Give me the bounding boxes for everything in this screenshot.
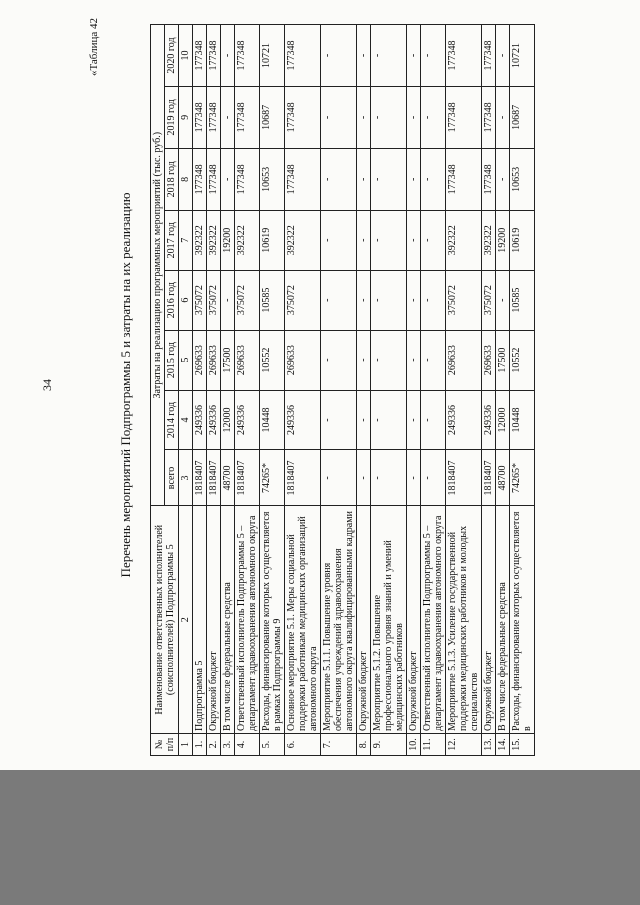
row-name: Ответственный исполнитель Подпрограммы 5 – департамент здравоохранения автономного округа [235,506,260,734]
cost-cell: - [321,330,357,390]
cost-cell: - [221,86,235,148]
cost-cell: - [221,270,235,330]
header-year: 2016 год [165,270,179,330]
row-name: В том числе федеральные средства [221,506,235,734]
cost-cell: 177348 [482,25,496,87]
table-row [371,25,407,756]
header-total: всего [165,450,179,506]
cost-cell: 10448 [260,390,285,450]
cost-cell: 392322 [207,210,221,270]
row-number: 6. [285,734,321,756]
cost-cell: - [221,25,235,87]
cost-cell: 10585 [260,270,285,330]
cost-cell: 17500 [496,330,510,390]
cost-cell: 177348 [446,148,482,210]
cost-cell: - [421,148,446,210]
cost-cell: - [421,450,446,506]
header-name: Наименование ответственных исполнителей (соисполнителей) Подпрограммы 5 [151,506,179,734]
row-number: 1. [193,734,207,756]
cost-cell: - [421,86,446,148]
table-row [421,25,446,756]
cost-cell: 269633 [446,330,482,390]
cost-cell: 10687 [510,86,535,148]
cost-cell: - [371,86,407,148]
row-name: Основное мероприятие 5.1. Меры социальной поддержки работникам медицинских организаций автономного округа [285,506,321,734]
cost-cell: 1818407 [235,450,260,506]
cost-cell: - [371,210,407,270]
row-number: 14. [496,734,510,756]
row-number: 7. [321,734,357,756]
table-row [446,25,482,756]
cost-cell: - [321,450,357,506]
cost-cell: 392322 [193,210,207,270]
cost-cell: 177348 [193,148,207,210]
cost-cell: 249336 [193,390,207,450]
cost-cell: 177348 [482,86,496,148]
row-number: 11. [421,734,446,756]
cost-cell: 392322 [235,210,260,270]
cost-cell: 269633 [207,330,221,390]
cost-cell: 177348 [207,148,221,210]
cost-cell: 249336 [207,390,221,450]
table-row [235,25,260,756]
cost-cell: 10619 [510,210,535,270]
cost-cell: - [421,210,446,270]
row-name: Окружной бюджет [207,506,221,734]
column-number: 1 [179,734,193,756]
cost-cell: - [371,450,407,506]
cost-cell: 10653 [260,148,285,210]
row-name: Расходы, финансирование которых осуществляется в рамках Подпрограммы 9 [260,506,285,734]
cost-cell: 10619 [260,210,285,270]
table-row [193,25,207,756]
table-row [221,25,235,756]
cost-cell: 10721 [510,25,535,87]
column-number: 3 [179,450,193,506]
cost-cell: 48700 [496,450,510,506]
table-row [260,25,285,756]
cost-cell: 177348 [193,86,207,148]
column-number: 8 [179,148,193,210]
cost-cell: 177348 [207,25,221,87]
cost-cell: - [321,270,357,330]
column-number: 6 [179,270,193,330]
header-costs-group: Затраты на реализацию программных мероприятий (тыс. руб.) [151,25,165,506]
table-row [357,25,371,756]
table-caption: «Таблица 42 [88,18,100,77]
header-year: 2015 год [165,330,179,390]
cost-cell: 10448 [510,390,535,450]
cost-cell: 19200 [221,210,235,270]
row-name: Мероприятие 5.1.2. Повышение профессионального уровня знаний и умений медицинских работников [371,506,407,734]
cost-cell: - [321,390,357,450]
cost-cell: - [221,148,235,210]
table-row [496,25,510,756]
cost-cell: 249336 [235,390,260,450]
column-number: 2 [179,506,193,734]
row-number: 15. [510,734,535,756]
cost-cell: 10552 [260,330,285,390]
cost-cell: - [421,270,446,330]
cost-cell: - [357,210,371,270]
header-year: 2018 год [165,148,179,210]
cost-cell: - [321,25,357,87]
header-year: 2017 год [165,210,179,270]
cost-cell: 74265* [510,450,535,506]
cost-cell: 17500 [221,330,235,390]
cost-cell: 48700 [221,450,235,506]
cost-cell: 10552 [510,330,535,390]
column-numbers-row [179,25,193,756]
cost-cell: - [357,86,371,148]
cost-cell: 392322 [285,210,321,270]
cost-cell: 177348 [446,86,482,148]
cost-cell: - [407,210,421,270]
cost-cell: 177348 [235,148,260,210]
cost-cell: 249336 [285,390,321,450]
cost-cell: - [357,270,371,330]
row-name: Окружной бюджет [407,506,421,734]
cost-cell: - [407,148,421,210]
cost-cell: - [407,86,421,148]
cost-cell: - [357,390,371,450]
row-number: 4. [235,734,260,756]
cost-cell: - [371,148,407,210]
cost-cell: 249336 [482,390,496,450]
row-name: Ответственный исполнитель Подпрограммы 5 – департамент здравоохранения автономного округа [421,506,446,734]
cost-cell: 392322 [446,210,482,270]
cost-cell: 249336 [446,390,482,450]
header-year: 2020 год [165,25,179,87]
cost-cell: 10585 [510,270,535,330]
cost-cell: 1818407 [482,450,496,506]
cost-cell: 177348 [235,86,260,148]
cost-cell: 12000 [496,390,510,450]
table-row [482,25,496,756]
row-number: 12. [446,734,482,756]
cost-cell: 1818407 [207,450,221,506]
cost-cell: 177348 [446,25,482,87]
cost-cell: 177348 [285,148,321,210]
row-name: Подпрограмма 5 [193,506,207,734]
cost-cell: 1818407 [193,450,207,506]
header-year: 2014 год [165,390,179,450]
cost-cell: 269633 [193,330,207,390]
row-number: 2. [207,734,221,756]
cost-cell: 19200 [496,210,510,270]
table-row [510,25,535,756]
cost-cell: 10721 [260,25,285,87]
header-year: 2019 год [165,86,179,148]
header-num: № п/п [151,734,179,756]
cost-cell: - [496,25,510,87]
column-number: 10 [179,25,193,87]
cost-cell: 269633 [482,330,496,390]
column-number: 7 [179,210,193,270]
row-name: Мероприятие 5.1.1. Повышение уровня обеспечения учреждений здравоохранения автономного округа квалифицированными кадрами [321,506,357,734]
cost-cell: - [371,270,407,330]
cost-cell: - [321,86,357,148]
cost-cell: 177348 [235,25,260,87]
row-name: Расходы, финансирование которых осуществляется в [510,506,535,734]
table-row [407,25,421,756]
cost-cell: - [357,148,371,210]
cost-cell: 392322 [482,210,496,270]
cost-cell: - [357,450,371,506]
row-number: 8. [357,734,371,756]
cost-cell: 375072 [446,270,482,330]
cost-cell: - [407,450,421,506]
cost-cell: - [421,25,446,87]
cost-cell: 269633 [235,330,260,390]
cost-cell: - [496,148,510,210]
cost-cell: - [421,390,446,450]
document-title: Перечень мероприятий Подпрограммы 5 и затраты на их реализацию [118,192,133,578]
cost-cell: - [321,148,357,210]
cost-cell: - [357,330,371,390]
cost-cell: 74265* [260,450,285,506]
cost-cell: 12000 [221,390,235,450]
cost-cell: 375072 [207,270,221,330]
cost-cell: 375072 [285,270,321,330]
row-number: 3. [221,734,235,756]
cost-cell: - [496,270,510,330]
cost-cell: - [496,86,510,148]
cost-cell: 177348 [482,148,496,210]
cost-cell: - [371,330,407,390]
cost-cell: - [407,25,421,87]
table-row [285,25,321,756]
cost-cell: 177348 [285,86,321,148]
row-number: 9. [371,734,407,756]
cost-cell: 375072 [193,270,207,330]
cost-cell: - [357,25,371,87]
page-number: 34 [40,379,54,391]
cost-cell: 177348 [285,25,321,87]
table-row [207,25,221,756]
cost-cell: - [371,25,407,87]
cost-cell: - [421,330,446,390]
cost-cell: 10687 [260,86,285,148]
cost-cell: 177348 [207,86,221,148]
row-number: 10. [407,734,421,756]
cost-cell: - [407,390,421,450]
row-number: 13. [482,734,496,756]
cost-cell: 1818407 [285,450,321,506]
row-name: Окружной бюджет [482,506,496,734]
cost-cell: 375072 [235,270,260,330]
cost-cell: 10653 [510,148,535,210]
cost-cell: - [321,210,357,270]
cost-cell: - [371,390,407,450]
costs-table [150,24,535,756]
column-number: 9 [179,86,193,148]
row-name: Мероприятие 5.1.3. Усиление государственной поддержки медицинских работников и молодых специалистов [446,506,482,734]
row-number: 5. [260,734,285,756]
cost-cell: 177348 [193,25,207,87]
table-row [321,25,357,756]
column-number: 4 [179,390,193,450]
cost-cell: 375072 [482,270,496,330]
row-name: В том числе федеральные средства [496,506,510,734]
row-name: Окружной бюджет [357,506,371,734]
cost-cell: 1818407 [446,450,482,506]
cost-cell: 269633 [285,330,321,390]
cost-cell: - [407,330,421,390]
column-number: 5 [179,330,193,390]
cost-cell: - [407,270,421,330]
